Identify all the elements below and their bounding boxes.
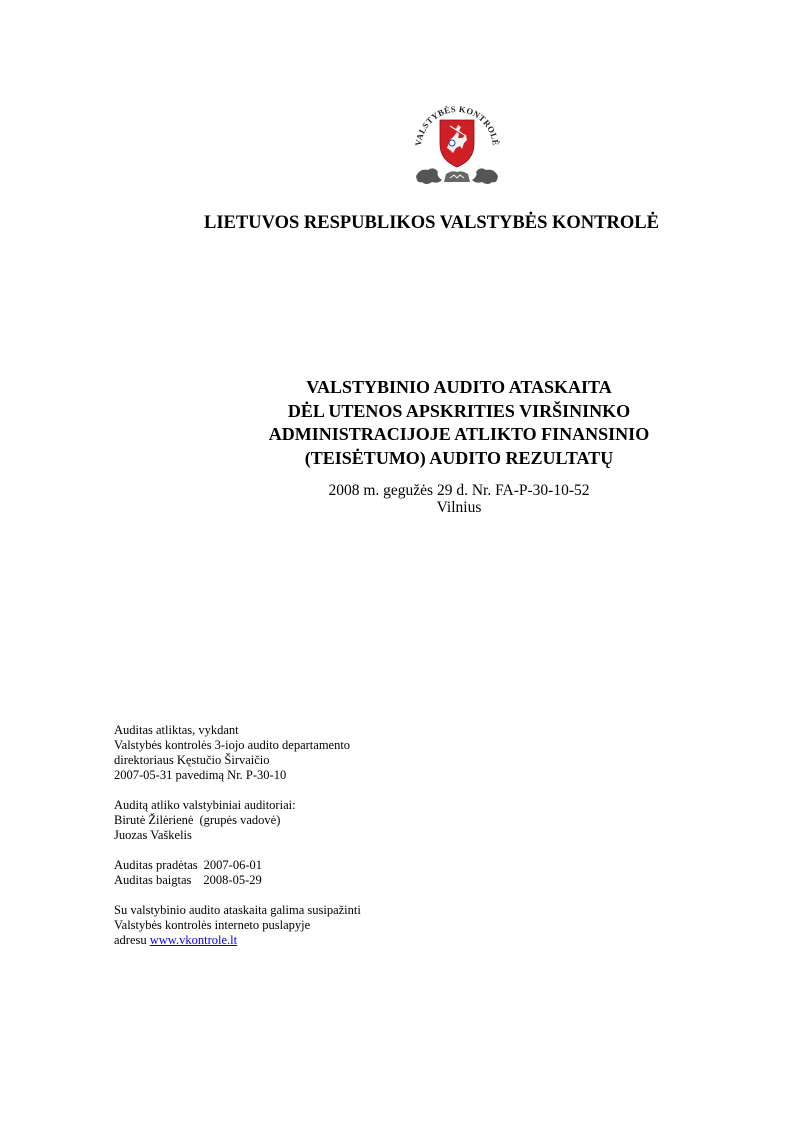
- audit-started-label: Auditas pradėtas: [114, 858, 198, 872]
- logo-arc-text: VALSTYBĖS KONTROLĖ: [413, 103, 502, 147]
- website-link[interactable]: www.vkontrole.lt: [149, 933, 238, 947]
- auditors-block: [114, 798, 554, 843]
- report-meta: [254, 482, 664, 516]
- state-control-logo: [412, 96, 502, 188]
- audit-finished-date: 2008-05-29: [203, 873, 262, 887]
- organization-title: LIETUVOS RESPUBLIKOS VALSTYBĖS KONTROLĖ: [204, 213, 659, 233]
- info-line: Auditas atliktas, vykdant: [114, 723, 239, 737]
- audit-started: [114, 858, 554, 873]
- audit-finished: [114, 873, 554, 888]
- audit-dates-block: [114, 858, 554, 888]
- audit-info: [114, 723, 554, 963]
- audit-finished-label: Auditas baigtas: [114, 873, 192, 887]
- report-date-number: 2008 m. gegužės 29 d. Nr. FA-P-30-10-52: [328, 482, 590, 499]
- info-line: Valstybės kontrolės interneto puslapyje: [114, 918, 311, 932]
- auditor-role: (grupės vadovė): [199, 813, 281, 827]
- report-title-line: DĖL UTENOS APSKRITIES VIRŠININKO: [287, 400, 631, 421]
- info-line: Su valstybinio audito ataskaita galima susipažinti: [114, 903, 361, 917]
- address-prefix: adresu: [114, 933, 147, 947]
- auditor-name: Juozas Vaškelis: [114, 828, 192, 842]
- vytis-coat-of-arms-icon: [412, 96, 502, 188]
- auditor-entry: [114, 828, 554, 843]
- info-line: Valstybės kontrolės 3-iojo audito departamento: [114, 738, 351, 752]
- report-city: Vilnius: [436, 499, 482, 516]
- address-line: [114, 933, 554, 948]
- report-title: [254, 376, 664, 470]
- auditor-name: Birutė Žilėrienė: [114, 813, 194, 827]
- info-line: direktoriaus Kęstučio Širvaičio: [114, 753, 270, 767]
- report-title-line: ADMINISTRACIJOJE ATLIKTO FINANSINIO: [268, 424, 650, 444]
- audit-performed-block: [114, 723, 554, 783]
- report-title-line: (TEISĖTUMO) AUDITO REZULTATŲ: [304, 447, 614, 468]
- auditor-entry: [114, 813, 554, 828]
- info-line: 2007-05-31 pavedimą Nr. P-30-10: [114, 768, 287, 782]
- report-title-line: VALSTYBINIO AUDITO ATASKAITA: [306, 377, 612, 397]
- availability-block: [114, 903, 554, 948]
- auditors-label: Auditą atliko valstybiniai auditoriai:: [114, 798, 296, 812]
- audit-started-date: 2007-06-01: [203, 858, 262, 872]
